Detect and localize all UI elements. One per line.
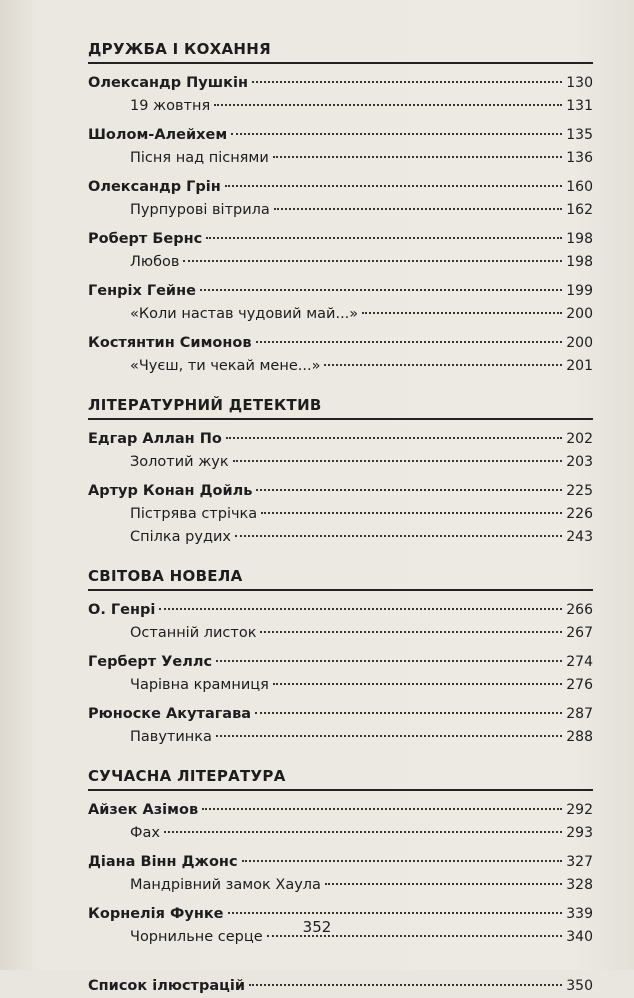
author-name: Артур Конан Дойль — [88, 483, 253, 499]
work-title: 19 жовтня — [130, 98, 211, 114]
author-name: Діана Вінн Джонс — [88, 854, 238, 870]
dot-leader — [256, 341, 563, 343]
dot-leader — [216, 660, 562, 662]
dot-leader — [242, 860, 563, 862]
dot-leader — [261, 512, 562, 514]
dot-leader — [235, 535, 562, 537]
page-ref: 201 — [566, 358, 593, 374]
toc-work-line — [88, 526, 593, 549]
toc-author-line — [88, 176, 593, 199]
dot-leader — [325, 883, 562, 885]
work-title: Любов — [130, 254, 180, 270]
dot-leader — [274, 208, 562, 210]
work-title: Спілка рудих — [130, 529, 231, 545]
page-ref: 199 — [566, 283, 593, 299]
dot-leader — [362, 312, 562, 314]
section-title: ЛІТЕРАТУРНИЙ ДЕТЕКТИВ — [88, 396, 593, 420]
toc-entry — [88, 599, 593, 645]
page-ref: 267 — [566, 625, 593, 641]
illustrations-entry — [88, 975, 593, 998]
section-title: СУЧАСНА ЛІТЕРАТУРА — [88, 767, 593, 791]
dot-leader — [249, 984, 562, 986]
page-ref: 203 — [566, 454, 593, 470]
dot-leader — [255, 712, 562, 714]
toc-work-line — [88, 451, 593, 474]
toc-entry — [88, 124, 593, 170]
dot-leader — [225, 185, 563, 187]
toc-entry — [88, 799, 593, 845]
page-ref: 243 — [566, 529, 593, 545]
toc-entry — [88, 332, 593, 378]
work-title: Золотий жук — [130, 454, 229, 470]
author-name: Герберт Уеллс — [88, 654, 213, 670]
toc-section — [88, 567, 593, 749]
work-title: Пістрява стрічка — [130, 506, 258, 522]
toc-work-line — [88, 199, 593, 222]
page-ref: 350 — [566, 978, 593, 994]
page-ref: 328 — [566, 877, 593, 893]
toc-work-line — [88, 95, 593, 118]
page-ref: 135 — [566, 127, 593, 143]
section-title: СВІТОВА НОВЕЛА — [88, 567, 593, 591]
dot-leader — [260, 631, 562, 633]
page-ref: 202 — [566, 431, 593, 447]
page-ref: 200 — [566, 306, 593, 322]
toc-author-line — [88, 124, 593, 147]
dot-leader — [228, 912, 563, 914]
toc-entry — [88, 651, 593, 697]
toc-work-line — [88, 251, 593, 274]
author-name: Олександр Грін — [88, 179, 221, 195]
author-name: Рюноске Акутагава — [88, 706, 252, 722]
toc-work-line — [88, 503, 593, 526]
dot-leader — [256, 489, 562, 491]
page-ref: 276 — [566, 677, 593, 693]
work-title: «Коли настав чудовий май...» — [130, 306, 359, 322]
author-name: Едгар Аллан По — [88, 431, 222, 447]
dot-leader — [206, 237, 562, 239]
toc-section — [88, 396, 593, 549]
toc-author-line — [88, 651, 593, 674]
page-ref: 274 — [566, 654, 593, 670]
page-ref: 130 — [566, 75, 593, 91]
page-ref: 200 — [566, 335, 593, 351]
work-title: Мандрівний замок Хаула — [130, 877, 321, 893]
page-ref: 266 — [566, 602, 593, 618]
toc-author-line — [88, 703, 593, 726]
author-name: Генріх Гейне — [88, 283, 196, 299]
page-ref: 288 — [566, 729, 593, 745]
toc-entry — [88, 703, 593, 749]
dot-leader — [214, 104, 562, 106]
toc-author-line — [88, 480, 593, 503]
toc-entry — [88, 480, 593, 549]
toc-entry — [88, 72, 593, 118]
section-title: ДРУЖБА І КОХАННЯ — [88, 40, 593, 64]
work-title: Чорнильне серце — [130, 929, 263, 945]
toc-author-line — [88, 975, 593, 998]
work-title: Чарівна крамниця — [130, 677, 269, 693]
toc-work-line — [88, 822, 593, 845]
toc-work-line — [88, 303, 593, 326]
dot-leader — [216, 735, 562, 737]
dot-leader — [273, 683, 562, 685]
toc-work-line — [88, 622, 593, 645]
dot-leader — [252, 81, 562, 83]
author-name: Шолом-Алейхем — [88, 127, 228, 143]
dot-leader — [200, 289, 562, 291]
author-name: Костянтин Симонов — [88, 335, 252, 351]
toc-work-line — [88, 355, 593, 378]
author-name: Айзек Азімов — [88, 802, 199, 818]
page-ref: 293 — [566, 825, 593, 841]
author-name: Олександр Пушкін — [88, 75, 248, 91]
work-title: «Чуєш, ти чекай мене...» — [130, 358, 321, 374]
toc-work-line — [88, 147, 593, 170]
page-ref: 327 — [566, 854, 593, 870]
table-of-contents — [88, 40, 593, 998]
dot-leader — [231, 133, 562, 135]
dot-leader — [233, 460, 563, 462]
dot-leader — [226, 437, 562, 439]
author-name: Роберт Бернс — [88, 231, 203, 247]
page-ref: 131 — [566, 98, 593, 114]
page-ref: 198 — [566, 254, 593, 270]
dot-leader — [324, 364, 562, 366]
work-title: Павутинка — [130, 729, 212, 745]
dot-leader — [164, 831, 562, 833]
author-name: Список ілюстрацій — [88, 978, 245, 994]
toc-entry — [88, 228, 593, 274]
toc-author-line — [88, 799, 593, 822]
toc-author-line — [88, 72, 593, 95]
dot-leader — [159, 608, 562, 610]
page-ref: 160 — [566, 179, 593, 195]
dot-leader — [202, 808, 562, 810]
work-title: Пісня над піснями — [130, 150, 269, 166]
toc-author-line — [88, 228, 593, 251]
toc-entry — [88, 428, 593, 474]
toc-author-line — [88, 851, 593, 874]
toc-work-line — [88, 674, 593, 697]
work-title: Пурпурові вітрила — [130, 202, 270, 218]
page-number: 352 — [302, 918, 332, 936]
toc-author-line — [88, 599, 593, 622]
author-name: О. Генрі — [88, 602, 156, 618]
author-name: Корнелія Функе — [88, 906, 224, 922]
work-title: Фах — [130, 825, 160, 841]
page-ref: 162 — [566, 202, 593, 218]
page-ref: 198 — [566, 231, 593, 247]
work-title: Останній листок — [130, 625, 257, 641]
dot-leader — [273, 156, 563, 158]
toc-entry — [88, 176, 593, 222]
toc-entry — [88, 851, 593, 897]
toc-entry — [88, 280, 593, 326]
toc-author-line — [88, 428, 593, 451]
toc-section — [88, 40, 593, 378]
dot-leader — [183, 260, 562, 262]
page-ref: 225 — [566, 483, 593, 499]
page-ref: 292 — [566, 802, 593, 818]
toc-author-line — [88, 280, 593, 303]
page-ref: 339 — [566, 906, 593, 922]
toc-work-line — [88, 726, 593, 749]
page-ref: 340 — [566, 929, 593, 945]
page-ref: 287 — [566, 706, 593, 722]
toc-work-line — [88, 874, 593, 897]
toc-author-line — [88, 332, 593, 355]
page-ref: 136 — [566, 150, 593, 166]
page-ref: 226 — [566, 506, 593, 522]
